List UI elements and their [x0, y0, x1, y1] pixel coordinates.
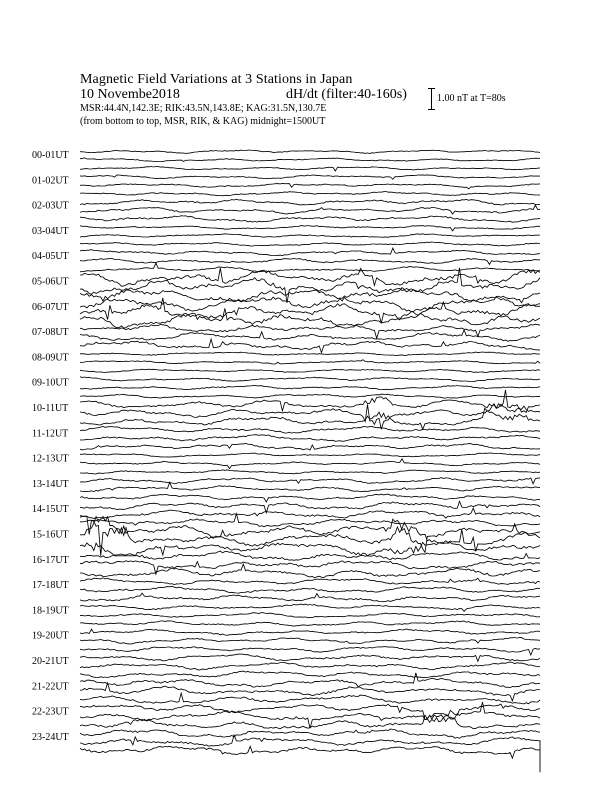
station-trace — [80, 735, 540, 746]
station-trace — [80, 647, 540, 655]
station-trace — [80, 175, 540, 179]
hour-label: 22-23UT — [32, 706, 69, 718]
hour-label: 03-04UT — [32, 225, 69, 237]
station-trace — [80, 339, 540, 353]
station-trace — [80, 394, 540, 398]
station-coordinates: MSR:44.4N,142.3E; RIK:43.5N,143.8E; KAG:31.5N,130.7E — [80, 103, 327, 114]
station-trace — [80, 199, 540, 205]
hour-label: 07-08UT — [32, 327, 69, 339]
station-trace — [80, 226, 540, 231]
hour-label: 08-09UT — [32, 352, 69, 364]
station-trace — [80, 234, 540, 238]
chart-date: 10 Novembe2018 — [80, 87, 180, 102]
hour-label: 09-10UT — [32, 377, 69, 389]
station-trace — [80, 578, 540, 585]
station-trace — [80, 369, 540, 372]
station-trace — [80, 150, 540, 154]
scale-label: 1.00 nT at T=80s — [437, 93, 506, 104]
station-trace — [80, 242, 540, 246]
station-trace — [80, 167, 540, 171]
station-trace — [80, 604, 540, 611]
hour-label: 19-20UT — [32, 630, 69, 642]
hour-label: 02-03UT — [32, 200, 69, 212]
station-trace — [80, 268, 540, 303]
station-trace — [80, 671, 540, 678]
station-trace — [80, 377, 540, 382]
station-trace — [80, 470, 540, 474]
chart-title: Magnetic Field Variations at 3 Stations in Japan — [80, 72, 353, 87]
hour-label: 00-01UT — [32, 150, 69, 161]
station-trace — [80, 297, 540, 312]
station-trace — [80, 427, 540, 434]
hour-label: 10-11UT — [32, 403, 69, 414]
station-trace — [80, 453, 540, 457]
hour-label: 15-16UT — [32, 529, 69, 541]
station-trace — [80, 482, 540, 491]
station-trace — [80, 514, 540, 527]
station-trace — [80, 158, 540, 162]
hour-label: 14-15UT — [32, 504, 69, 516]
station-trace — [80, 561, 540, 574]
station-trace — [80, 459, 540, 469]
station-trace — [80, 637, 540, 644]
station-trace — [80, 330, 540, 341]
hour-label: 23-24UT — [32, 731, 69, 743]
station-trace — [80, 494, 540, 502]
station-trace — [80, 612, 540, 617]
station-trace — [80, 386, 540, 390]
hour-label: 17-18UT — [32, 580, 69, 592]
station-trace — [80, 360, 540, 364]
station-trace — [80, 288, 540, 303]
station-trace — [80, 593, 540, 602]
station-trace — [80, 268, 540, 286]
station-trace — [80, 443, 540, 450]
station-trace — [80, 205, 540, 214]
station-trace — [80, 508, 540, 518]
hour-label: 21-22UT — [32, 681, 69, 693]
station-trace — [80, 397, 540, 413]
station-trace — [80, 478, 540, 484]
chart-component: dH/dt (filter:40-160s) — [286, 87, 407, 102]
station-trace — [80, 408, 540, 429]
station-trace — [80, 435, 540, 442]
hour-label: 06-07UT — [32, 301, 69, 313]
hour-label: 13-14UT — [32, 478, 69, 490]
station-trace — [80, 216, 540, 223]
hour-label: 20-21UT — [32, 656, 69, 667]
station-trace — [80, 662, 540, 670]
hour-label: 05-06UT — [32, 276, 69, 288]
station-trace — [80, 183, 540, 188]
hour-label: 01-02UT — [32, 175, 69, 187]
station-trace — [80, 248, 540, 256]
station-trace — [80, 308, 540, 328]
station-trace — [80, 192, 540, 196]
station-trace — [80, 746, 540, 758]
station-trace — [80, 586, 540, 593]
hour-label: 04-05UT — [32, 251, 69, 263]
station-trace — [80, 729, 540, 738]
hour-label: 16-17UT — [32, 554, 69, 566]
hour-label: 11-12UT — [32, 428, 69, 440]
hour-label: 18-19UT — [32, 605, 69, 617]
hour-label: 12-13UT — [32, 453, 69, 465]
station-trace — [80, 704, 540, 720]
station-trace — [80, 629, 540, 635]
station-trace — [80, 258, 540, 264]
station-trace — [80, 621, 540, 626]
station-order-note: (from bottom to top, MSR, RIK, & KAG) midnight=1500UT — [80, 116, 326, 127]
station-trace — [80, 551, 540, 560]
station-trace — [80, 263, 540, 272]
station-trace — [80, 654, 540, 661]
station-trace — [80, 501, 540, 513]
station-trace — [80, 352, 540, 356]
